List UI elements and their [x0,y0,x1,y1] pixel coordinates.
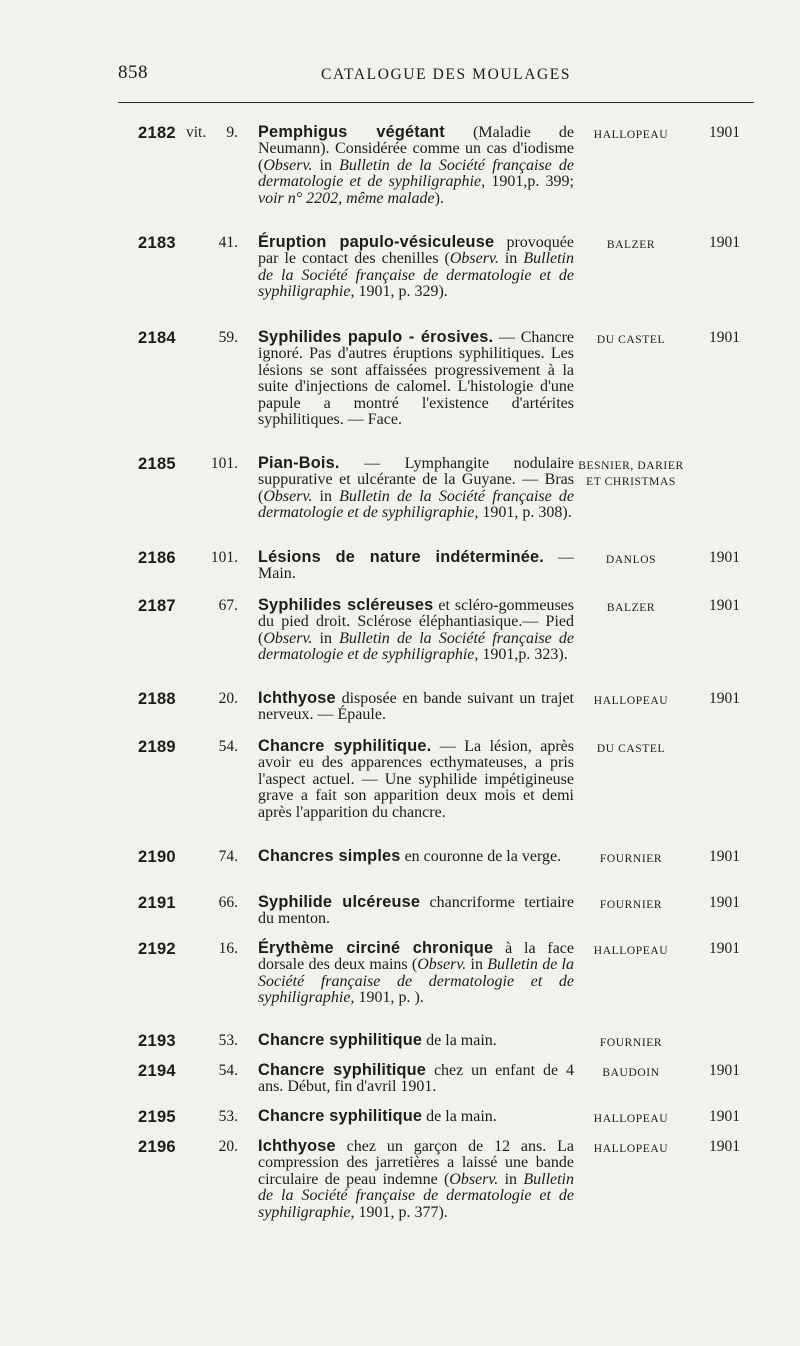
entry-description [258,940,574,1007]
entry-number: 2188 [138,690,176,708]
entry-text-italic: Observ. [263,156,313,174]
entry-text-italic: Bulletin de la Société française de dermatologie et de syphiligraphie, [258,250,574,301]
entry-title: Lésions de nature indéterminée. [258,548,544,566]
entry-number: 2186 [138,549,176,567]
entry-year: 1901 [709,690,740,707]
entry-author: HALLOPEAU [593,1143,669,1155]
entry-title: Chancre syphilitique. [258,737,432,755]
entry-author: BESNIER, DARIER ET CHRISTMAS [578,460,684,489]
entry-year: 1901 [709,329,740,346]
entry-text: 1901, p. ). [354,989,424,1007]
entry-number: 2184 [138,329,176,347]
entry-year: 1901 [709,234,740,251]
entry-description [258,690,574,724]
entry-text: (Maladie de Neumann). Considérée comme un cas d'iodisme ( [258,124,574,174]
entry-text: chez un enfant de 4 ans. Début, fin d'avril 1901. [258,1062,574,1096]
entry-reference: 54. [218,738,238,755]
entry-description [258,597,574,664]
entry-text-italic: Bulletin de la Société française de dermatologie et de syphiligraphie, [258,629,575,664]
entry-text: à la face dorsale des deux mains ( [258,940,575,974]
entry-title: Ichthyose [258,689,336,707]
entry-author: BALZER [606,239,656,251]
entry-author: FOURNIER [599,853,663,865]
entry-reference: 16. [218,940,238,957]
entry-number: 2191 [138,894,176,912]
entry-text-italic: Observ. [263,629,313,647]
entry-number: 2182 [138,124,176,142]
page-number: 858 [118,62,148,83]
entry-title: Ichthyose [258,1137,336,1155]
entry-title: Syphilides scléreuses [258,596,434,614]
entry-reference: 74. [218,848,238,865]
entry-author: DU CASTEL [596,743,666,755]
entry-year: 1901 [709,597,740,614]
entry-text-italic: Observ. [449,1170,499,1188]
entry-reference: 67. [218,597,238,614]
entry-title: Chancre syphilitique [258,1061,427,1079]
vitrine-label: vit. [186,124,207,141]
entry-text-italic: Bulletin de la Société française de dermatologie et de syphiligraphie, [258,1170,574,1221]
entry-reference: 101. [210,549,238,566]
entry-number: 2193 [138,1032,176,1050]
entry-text: chez un garçon de 12 ans. La compression des jarretières a laissé une bande circulaire de peau indemne ( [258,1138,574,1188]
entry-text: en couronne de la verge. [400,848,562,865]
entry-text: chancriforme tertiaire du menton. [258,894,574,928]
entry-text: provoquée par le contact des chenilles ( [258,234,575,268]
entry-description [258,894,574,928]
entry-text: in [312,629,340,647]
entry-title: Pian-Bois. [258,454,340,472]
entry-description [258,234,574,301]
entry-text: in [498,250,524,268]
entry-description [258,848,574,865]
entry-author: DU CASTEL [596,334,666,346]
entry-description [258,1138,574,1221]
entry-reference: 9. [226,124,238,141]
entry-text: 1901,p. 399; [485,173,574,191]
entry-author: HALLOPEAU [593,695,669,707]
entry-reference: 20. [218,690,238,707]
entry-text: de la main. [422,1032,497,1049]
entry-reference: 53. [218,1032,238,1049]
entry-number: 2187 [138,597,176,615]
entry-text: 1901, p. 308). [478,504,572,522]
entry-year: 1901 [709,124,740,141]
entry-description [258,1108,574,1125]
entry-text: in [466,956,488,974]
entry-author: BAUDOIN [602,1067,660,1079]
entry-text: de la main. [422,1108,497,1125]
entry-year: 1901 [709,549,740,566]
entry-text-italic: Bulletin de la Société française de dermatologie et de syphiligraphie, [258,956,574,1007]
entry-text-italic: Bulletin de la Société française de dermatologie et de syphiligraphie, [258,156,575,191]
entry-number: 2194 [138,1062,176,1080]
entry-reference: 54. [218,1062,238,1079]
entry-title: Chancre syphilitique [258,1107,423,1125]
entry-reference: 41. [218,234,238,251]
entry-text: disposée en bande suivant un trajet nerveux. — Épaule. [258,690,574,724]
entry-number: 2192 [138,940,176,958]
entry-description [258,455,574,522]
entry-number: 2195 [138,1108,176,1126]
entry-text: — La lésion, après avoir eu des apparences ecthymateuses, a pris l'aspect actuel. — Une syphilide impétigineuse grave a fait son apparition deux mois et demi après l'apparition du chancre. [258,738,575,821]
entry-description [258,124,574,207]
entry-text-italic: voir n° 2202, même malade [258,189,435,207]
entry-reference: 20. [218,1138,238,1155]
entry-author: HALLOPEAU [593,1113,669,1125]
entry-reference: 53. [218,1108,238,1125]
entry-text-italic: Bulletin de la Société française de dermatologie et de syphiligraphie, [258,487,575,522]
entry-text: — Main. [258,549,575,583]
entry-text: ). [434,189,444,207]
entry-text: 1901, p. 329). [354,283,448,301]
entry-title: Éruption papulo-vésiculeuse [258,233,495,251]
entry-title: Pemphigus végétant [258,123,445,141]
entry-description [258,738,574,821]
entry-author: HALLOPEAU [593,945,669,957]
entry-text: 1901, p. 377). [354,1203,448,1221]
entry-description [258,549,574,583]
entry-author: HALLOPEAU [593,129,669,141]
entry-description [258,329,574,428]
entry-text: in [312,487,340,505]
entry-text-italic: Observ. [449,250,499,268]
entry-title: Syphilide ulcéreuse [258,893,421,911]
entry-number: 2185 [138,455,176,473]
entry-description [258,1062,574,1096]
entry-text: et scléro-gommeuses du pied droit. Sclérose éléphantiasique.— Pied ( [258,597,575,647]
entry-description [258,1032,574,1049]
entry-title: Érythème circiné chronique [258,939,494,957]
entry-number: 2189 [138,738,176,756]
entry-year: 1901 [709,894,740,911]
entry-author: DANLOS [605,554,657,566]
entry-reference: 66. [218,894,238,911]
entry-year: 1901 [709,1138,740,1155]
entry-author: FOURNIER [599,1037,663,1049]
entry-author: BALZER [606,602,656,614]
entry-text: in [498,1170,524,1188]
entry-title: Chancres simples [258,847,401,865]
entry-title: Syphilides papulo - érosives. [258,328,494,346]
entry-author: FOURNIER [599,899,663,911]
entry-reference: 101. [210,455,238,472]
entry-year: 1901 [709,940,740,957]
entry-text-italic: Observ. [417,956,467,974]
running-title: CATALOGUE DES MOULAGES [321,66,572,83]
entry-text: 1901,p. 323). [478,646,568,664]
entry-text: — Lymphangite nodulaire suppurative et ulcérante de la Guyane. — Bras ( [258,455,574,505]
entry-number: 2190 [138,848,176,866]
entry-title: Chancre syphilitique [258,1031,423,1049]
entry-text: — Chancre ignoré. Pas d'autres éruptions syphilitiques. Les lésions se sont affaissées progressivement à la suite d'injections de calomel. L'histologie d'une papule a montré l'existence d'artérites syphilitiques. — Face. [258,329,575,429]
entry-year: 1901 [709,1108,740,1125]
entry-reference: 59. [218,329,238,346]
entry-number: 2196 [138,1138,176,1156]
entry-number: 2183 [138,234,176,252]
entry-text: in [312,156,340,174]
entry-year: 1901 [709,848,740,865]
entry-text-italic: Observ. [263,487,313,505]
entry-year: 1901 [709,1062,740,1079]
